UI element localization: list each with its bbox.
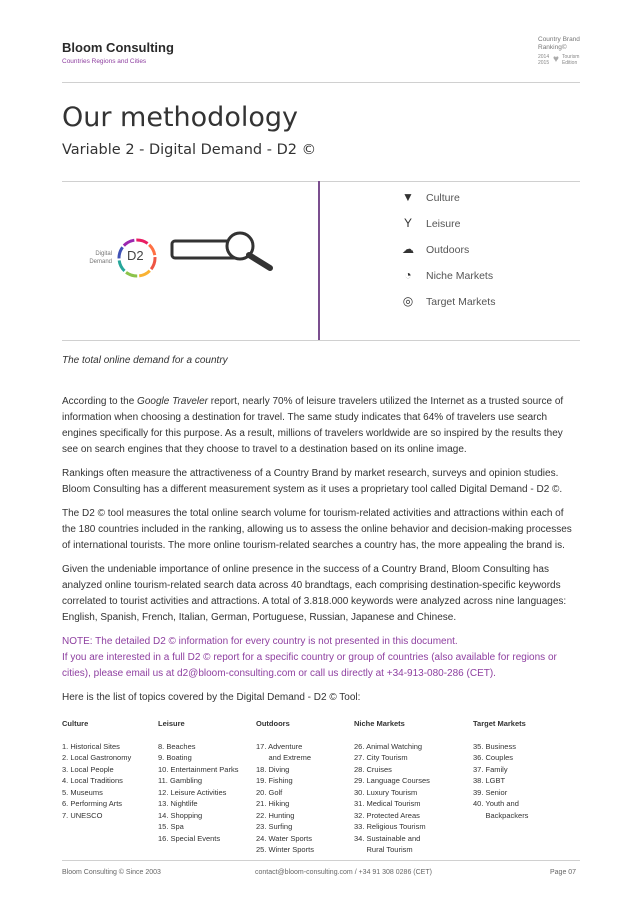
list-item: 31. Medical Tourism (354, 799, 421, 808)
list-item: 28. Cruises (354, 764, 392, 774)
footer-divider (62, 860, 580, 861)
list-item: 1. Historical Sites (62, 741, 120, 751)
header-divider (62, 82, 580, 83)
list-item: 11. Gambling (158, 776, 203, 785)
list-item: 25. Winter Sports (256, 845, 314, 854)
list-item: 35. Business (473, 741, 516, 751)
pie-chart-icon: ◔ (404, 268, 412, 282)
d2-badge-label: D2 (127, 248, 144, 263)
list-item: 17. Adventure (256, 741, 303, 751)
list-item: 24. Water Sports (256, 833, 312, 843)
topic-label: Target Markets (426, 296, 496, 308)
list-item: 18. Diving (256, 764, 290, 774)
digital-demand-label (82, 251, 112, 267)
column-heading: Culture (62, 719, 89, 728)
note-line: NOTE: The detailed D2 © information for every country is not presented in this document. (62, 636, 458, 647)
list-item: 40. Youth and (473, 799, 519, 808)
list-item: 33. Religious Tourism (354, 822, 426, 831)
topic-leisure (398, 216, 460, 230)
column-heading: Niche Markets (354, 719, 405, 728)
topic-label: Culture (426, 192, 460, 204)
mask-icon: ▼ (402, 190, 414, 204)
list-item: 16. Special Events (158, 833, 221, 843)
footer-copyright: Bloom Consulting © Since 2003 (62, 869, 161, 876)
list-item: 37. Family (473, 764, 508, 774)
section-divider-top (62, 181, 580, 182)
cocktail-icon: Y (403, 216, 412, 230)
list-item: 32. Protected Areas (354, 810, 420, 820)
note-contact: If you are interested in a full D2 © report for a specific country or group of countries (also available for regions or cities), please email us at d2@bloom-consulting.com or call us directly at +34-913-080-286 (CET). (62, 652, 557, 679)
list-item: 15. Spa (158, 822, 184, 831)
list-item: 20. Golf (256, 787, 283, 797)
list-item: 29. Language Courses (354, 776, 430, 785)
topic-niche-markets (398, 268, 493, 282)
list-item: 7. UNESCO (62, 810, 103, 820)
tagline: The total online demand for a country (62, 355, 228, 366)
topic-label: Outdoors (426, 244, 470, 256)
country-brand-label: Country Brand (538, 36, 580, 43)
list-item: 26. Animal Watching (354, 741, 423, 751)
page-title: Our methodology (62, 102, 298, 133)
search-bar-icon (170, 228, 278, 272)
list-item: 6. Performing Arts (62, 799, 123, 808)
target-icon: ◎ (402, 294, 414, 308)
heart-icon: ♥ (553, 53, 559, 65)
ranking-years: 2014 2015 (538, 53, 550, 66)
column-heading: Leisure (158, 719, 185, 728)
list-item: 2. Local Gastronomy (62, 753, 132, 762)
digital-demand-label-line1: Digital (95, 251, 112, 257)
footer-page-number: Page 07 (550, 869, 577, 876)
column-heading: Target Markets (473, 719, 526, 728)
paragraph-text: report, nearly 70% of leisure travelers utilized the Internet as a trusted source of information when choosing a destination for travel. The same study indicates that 64% of travelers use search engines specifically for this purpose. As a result, millions of travelers worldwide are so inspired by the results they see on search engines that they choose to travel to a destination based on its online image. (62, 396, 564, 455)
list-item: and Extreme (256, 753, 312, 762)
list-item: 30. Luxury Tourism (354, 787, 418, 797)
note-paragraph (62, 634, 578, 682)
list-item: 12. Leisure Activities (158, 787, 227, 797)
paragraph-google-traveler (62, 394, 578, 458)
ranking-label: Ranking© (538, 43, 567, 51)
list-item: 39. Senior (473, 787, 508, 797)
list-item: 5. Museums (62, 787, 103, 797)
list-item: 27. City Tourism (354, 753, 408, 762)
ranking-badge (538, 36, 582, 66)
list-item: 36. Couples (473, 753, 514, 762)
list-item: 3. Local People (62, 764, 114, 774)
list-item: 38. LGBT (473, 776, 506, 785)
paragraph-d2-tool: The D2 © tool measures the total online search volume for tourism-related activities and attractions within each of the 180 countries included in the ranking, allowing us to assess the online behavior and decision-making processes of international tourists. The more online tourism-related searches a country has, the more appealing the brand is. (62, 508, 572, 551)
report-name: Google Traveler (137, 396, 209, 407)
column-outdoors (256, 718, 314, 856)
brand-name: Bloom Consulting (62, 40, 174, 55)
paragraph-importance: Given the undeniable importance of online presence in the success of a Country Brand, Bloom Consulting has analyzed online tourism-related search data across 40 brandtags, each comprising destination-specific keywords correlated to tourist activities and attractions. A total of 3.818.000 keywords were analyzed across nine languages: English, Spanish, French, Italian, German, Portuguese, Russian, Japanese and Chinese. (62, 564, 567, 623)
column-leisure (158, 718, 238, 844)
list-item: 4. Local Traditions (62, 776, 123, 785)
list-item: 19. Fishing (256, 776, 293, 785)
section-divider-bottom (62, 340, 580, 341)
digital-demand-label-line2: Demand (89, 258, 112, 265)
topics-intro: Here is the list of topics covered by the Digital Demand - D2 © Tool: (62, 692, 361, 703)
column-target-markets (473, 718, 528, 821)
infographic-vertical-divider (318, 181, 320, 341)
list-item: 22. Hunting (256, 810, 295, 820)
list-item: Backpackers (473, 810, 529, 820)
list-item: 13. Nightlife (158, 799, 198, 808)
topic-culture (398, 190, 460, 204)
list-item: 8. Beaches (158, 741, 196, 751)
paragraph-text: According to the (62, 396, 138, 407)
column-culture (62, 718, 131, 821)
list-item: Rural Tourism (354, 845, 413, 854)
footer-contact: contact@bloom-consulting.com / +34 91 308 0286 (CET) (255, 869, 432, 876)
column-heading: Outdoors (256, 719, 290, 728)
list-item: 10. Entertainment Parks (158, 764, 239, 774)
topic-label: Niche Markets (426, 270, 494, 282)
topic-outdoors (398, 242, 469, 256)
list-item: 9. Boating (158, 753, 192, 762)
paragraph-rankings: Rankings often measure the attractiveness of a Country Brand by market research, surveys and opinion studies. Bloom Consulting has a different measurement system as it uses a proprietary tool called Digital Demand - D2 ©. (62, 468, 563, 495)
sun-cloud-icon: ☁ (402, 242, 414, 256)
topic-label: Leisure (426, 218, 461, 230)
brand-subtitle: Countries Regions and Cities (62, 58, 147, 65)
list-item: 21. Hiking (256, 799, 290, 808)
list-item: 34. Sustainable and (354, 833, 421, 843)
page-subtitle: Variable 2 - Digital Demand - D2 © (62, 142, 317, 158)
list-item: 14. Shopping (158, 810, 203, 820)
column-niche-markets (354, 718, 430, 856)
topic-target-markets (398, 294, 495, 308)
ranking-edition: Tourism Edition (561, 53, 580, 66)
list-item: 23. Surfing (256, 822, 293, 831)
